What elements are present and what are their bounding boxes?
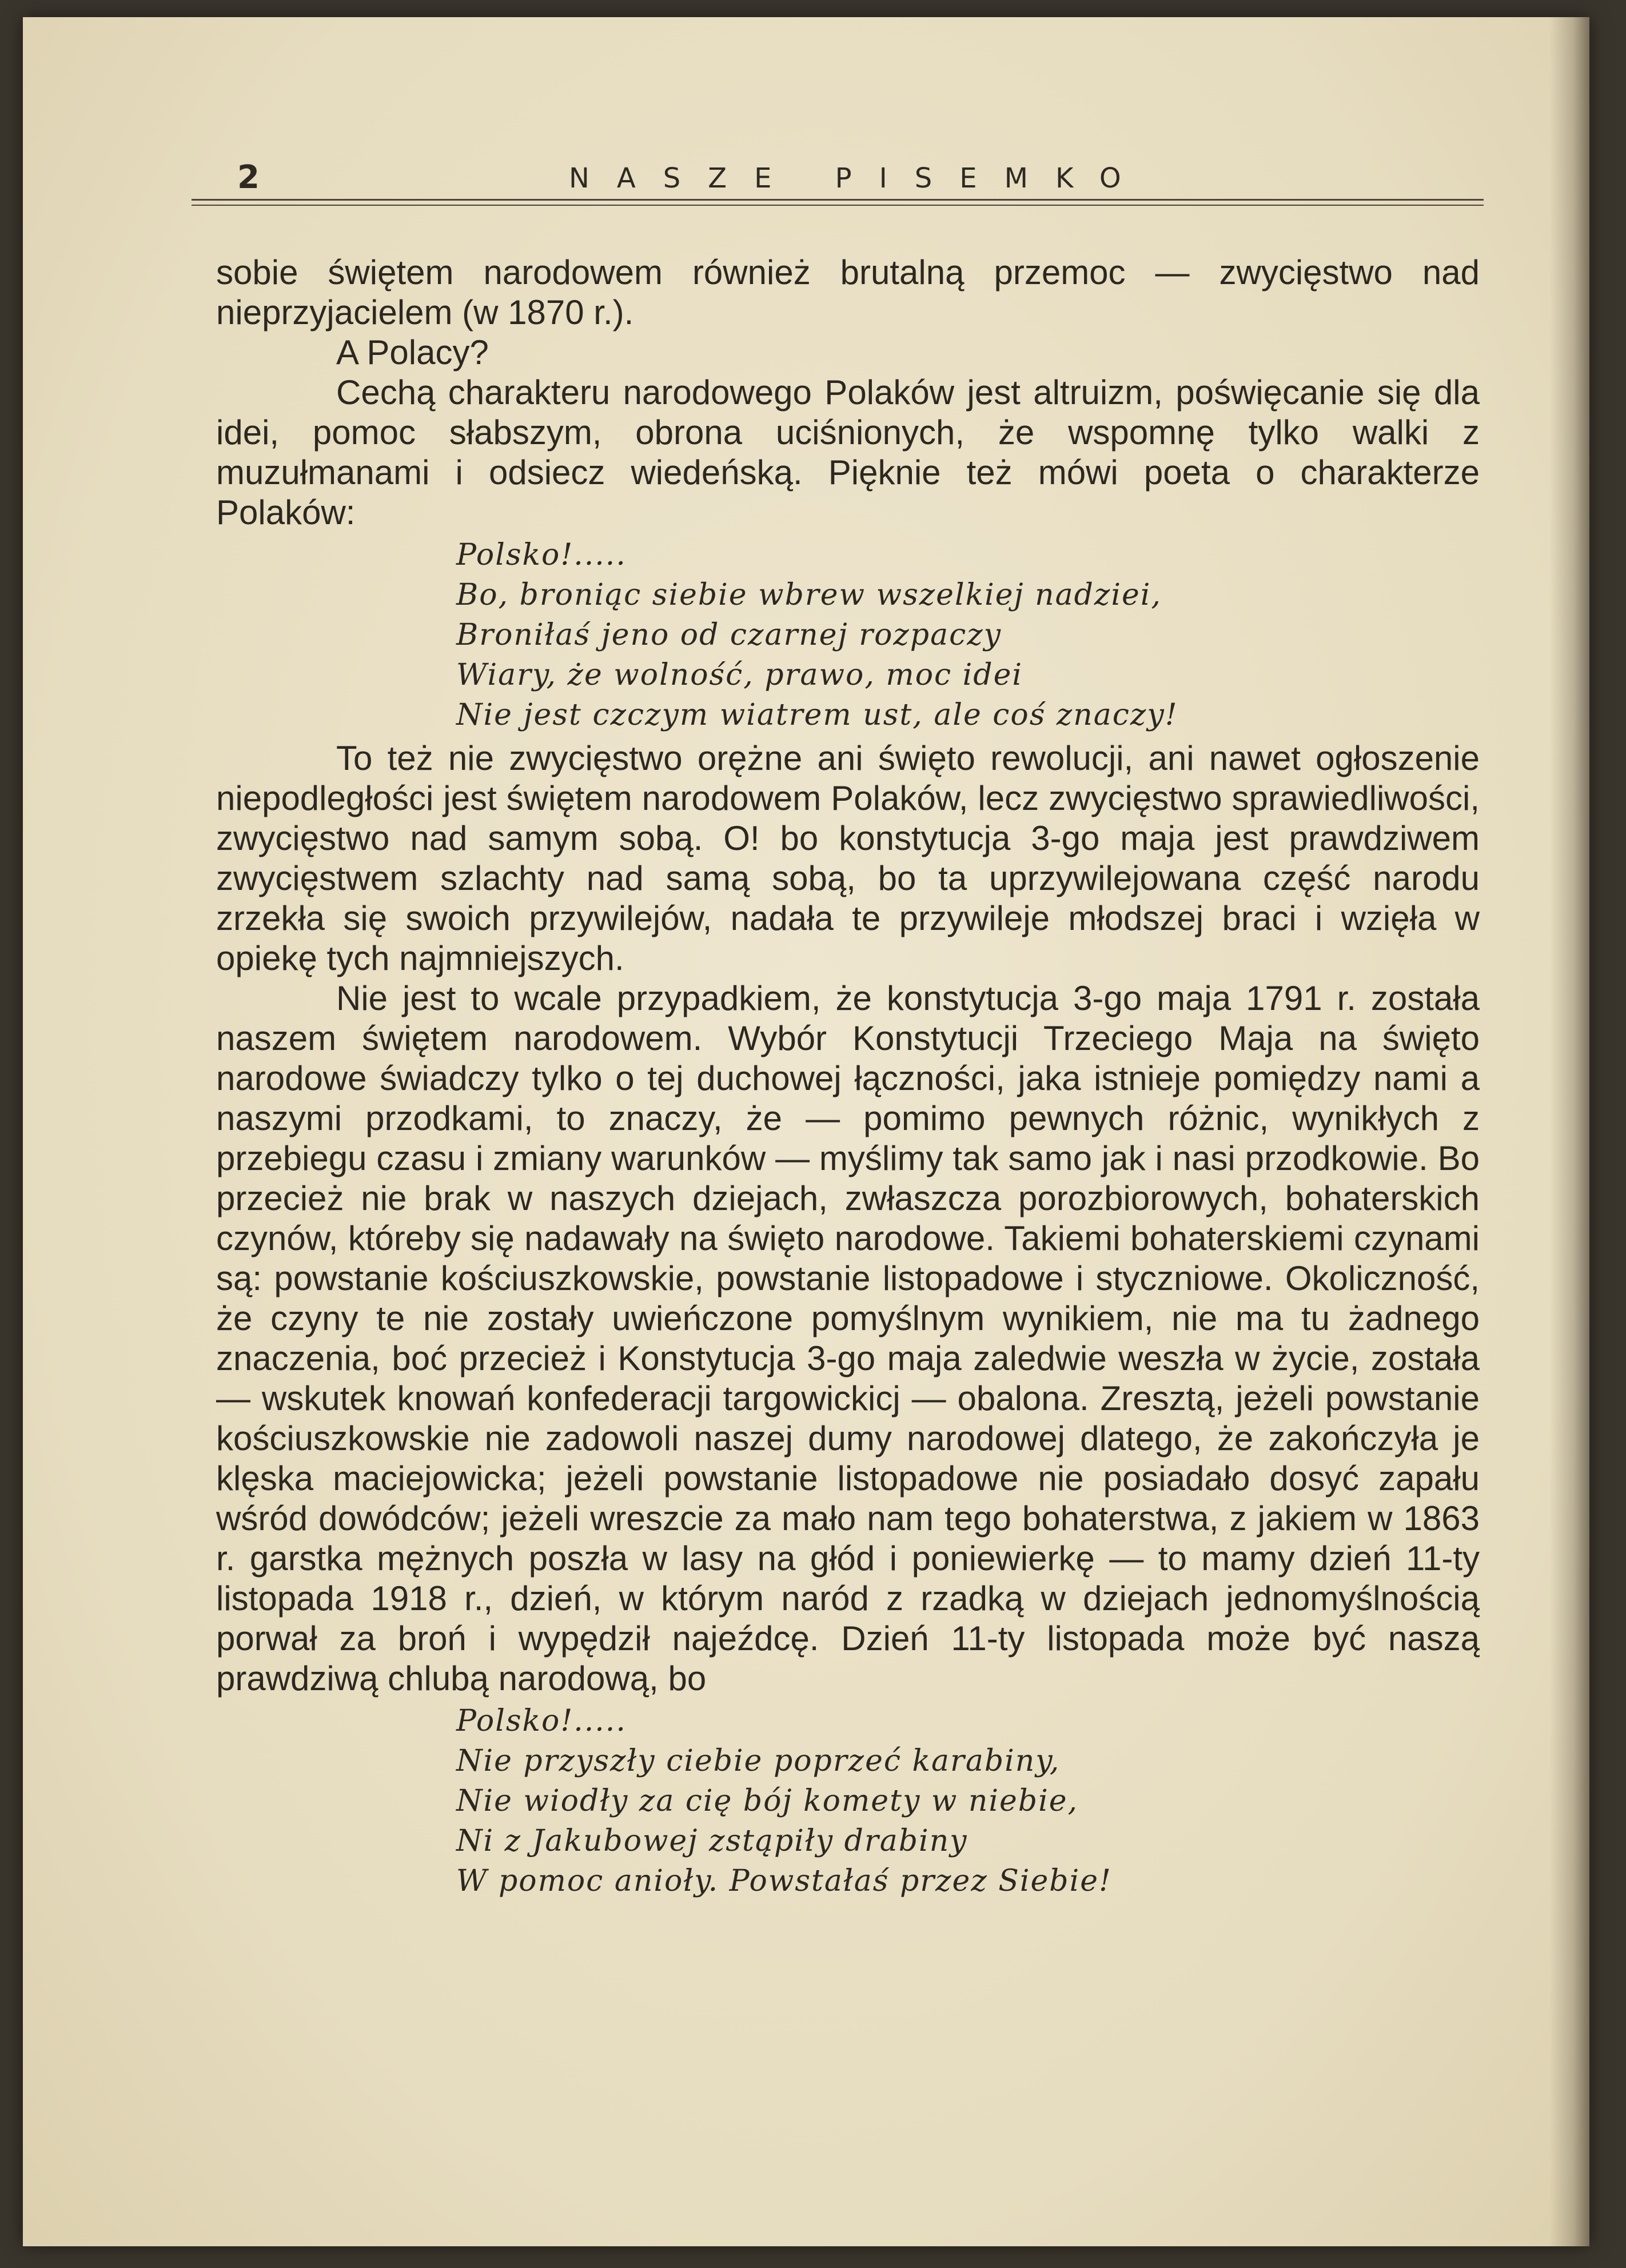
verse-line: Nie jest czczym wiatrem ust, ale coś znaczy! bbox=[456, 698, 1178, 732]
verse-line: Bo, broniąc siebie wbrew wszelkiej nadziei, bbox=[456, 578, 1162, 612]
article-body bbox=[216, 253, 1480, 1904]
paragraph-1: sobie świętem narodowem również brutalną przemoc — zwycięstwo nad nieprzyjacielem (w 1870 r.). bbox=[216, 253, 1480, 332]
verse-line: Ni z Jakubowej zstąpiły drabiny bbox=[456, 1824, 968, 1858]
verse-line: Nie przyszły ciebie poprzeć karabiny, bbox=[456, 1744, 1061, 1778]
verse-quote-1 bbox=[456, 535, 1480, 735]
page-number: 2 bbox=[237, 159, 260, 196]
verse-line: Polsko!..... bbox=[456, 1704, 627, 1738]
page-header bbox=[192, 159, 1484, 205]
paragraph-3: Cechą charakteru narodowego Polaków jest altruizm, poświęcanie się dla idei, pomoc słabszym, obrona uciśnionych, że wspomnę tylko walki z muzułmanami i odsiecz wiedeńską. Pięknie też mówi poeta o charakterze Polaków: bbox=[216, 373, 1480, 532]
paragraph-2: A Polacy? bbox=[336, 333, 489, 372]
header-rule-thin bbox=[192, 205, 1484, 206]
verse-line: W pomoc anioły. Powstałaś przez Siebie! bbox=[456, 1864, 1112, 1898]
book-gutter-shadow bbox=[1549, 17, 1589, 2246]
verse-line: Nie wiodły za cię bój komety w niebie, bbox=[456, 1784, 1079, 1818]
paragraph-4: To też nie zwycięstwo orężne ani święto rewolucji, ani nawet ogłoszenie niepodległości jest świętem narodowem Polaków, lecz zwycięstwo sprawiedliwości, zwycięstwo nad samym sobą. O! bo konstytucja 3-go maja jest prawdziwem zwycięstwem szlachty nad samą sobą, bo ta uprzywilejowana część narodu zrzekła się swoich przywilejów, nadała te przywileje młodszej braci i wzięła w opiekę tych najmniejszych. bbox=[216, 739, 1480, 977]
paragraph-5: Nie jest to wcale przypadkiem, że konstytucja 3-go maja 1791 r. została naszem świętem narodowem. Wybór Konstytucji Trzeciego Maja na święto narodowe świadczy tylko o tej duchowej łączności, jaka istnieje pomiędzy nami a naszymi przodkami, to znaczy, że — pomimo pewnych różnic, wynikłych z przebiegu czasu i zmiany warunków — myślimy tak samo jak i nasi przodkowie. Bo przecież nie brak w naszych dziejach, zwłaszcza porozbiorowych, bohaterskich czynów, któreby się nadawały na święto narodowe. Takiemi bohaterskiemi czynami są: powstanie kościuszkowskie, powstanie listopadowe i styczniowe. Okoliczność, że czyny te nie zostały uwieńczone pomyślnym wynikiem, nie ma tu żadnego znaczenia, boć przecież i Konstytucja 3-go maja zaledwie weszła w życie, została — wskutek knowań konfederacji targowickicj — obalona. Zresztą, jeżeli powstanie kościuszkowskie nie zadowoli naszej dumy narodowej dlatego, że zakończyła je klęska maciejowicka; jeżeli powstanie listopadowe nie posiadało dosyć zapału wśród dowódców; jeżeli wreszcie za mało nam tego bohaterstwa, z jakiem w 1863 r. garstka mężnych poszła w lasy na głód i poniewierkę — to mamy dzień 11-ty listopada 1918 r., dzień, w którym naród z rzadką w dziejach jednomyślnością porwał za broń i wypędził najeźdcę. Dzień 11-ty listopada może być naszą prawdziwą chlubą narodową, bo bbox=[216, 979, 1480, 1698]
verse-line: Broniłaś jeno od czarnej rozpaczy bbox=[456, 618, 1002, 652]
verse-line: Wiary, że wolność, prawo, moc idei bbox=[456, 658, 1023, 692]
header-rule bbox=[192, 199, 1484, 201]
running-title: NASZE PISEMKO bbox=[569, 162, 1149, 194]
verse-quote-2 bbox=[456, 1701, 1480, 1901]
verse-line: Polsko!..... bbox=[456, 538, 627, 572]
document-page bbox=[23, 17, 1589, 2246]
